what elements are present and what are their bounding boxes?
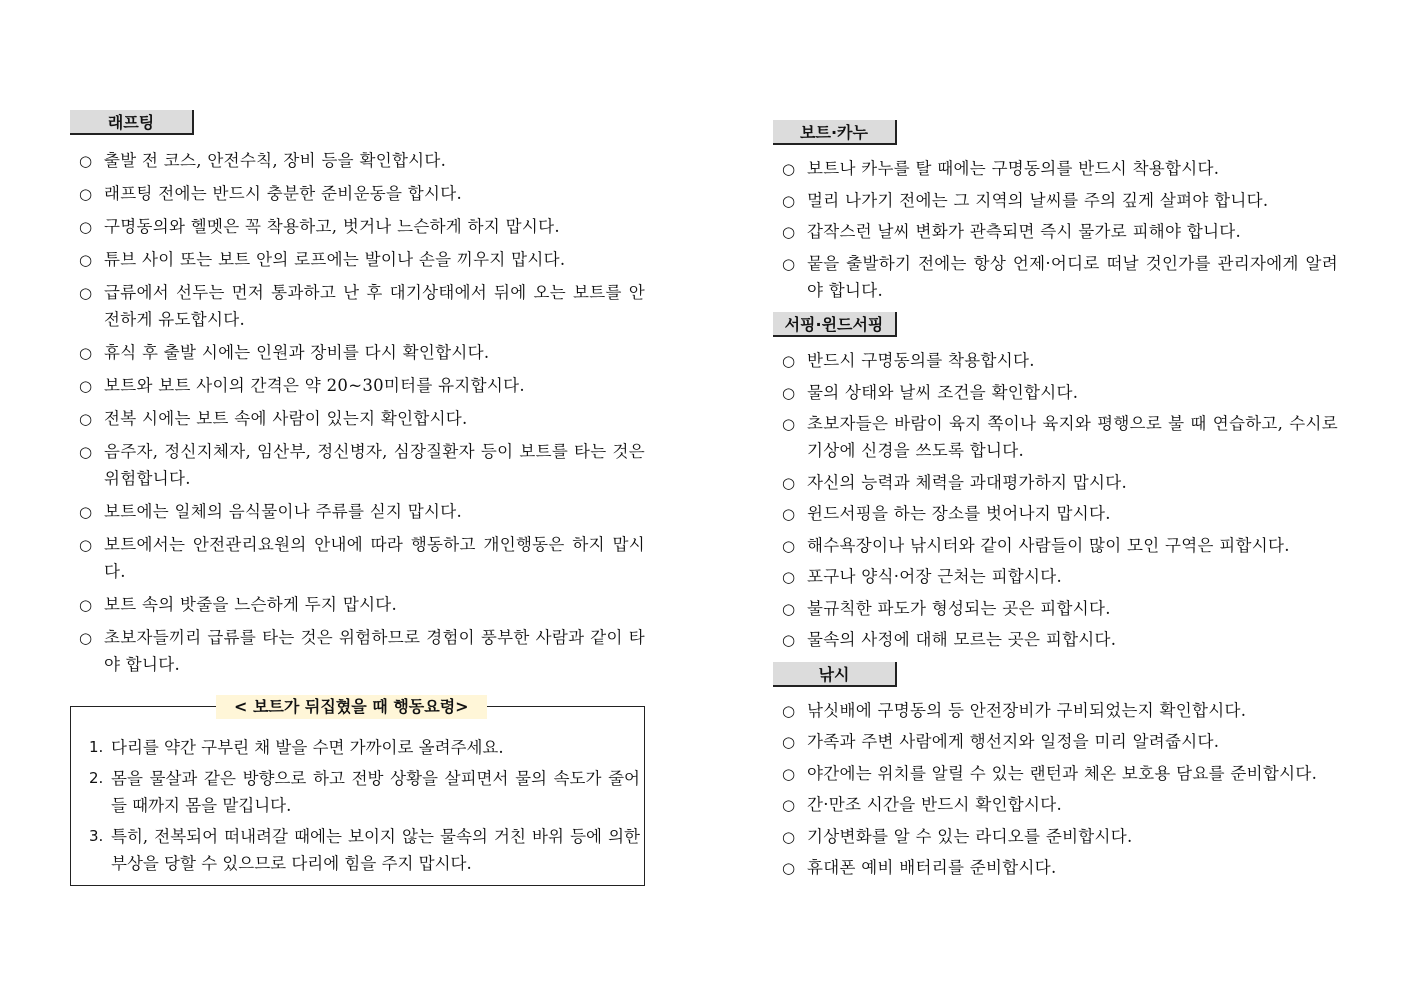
list-item-text: 보트 속의 밧줄을 느슨하게 두지 맙시다.	[104, 595, 398, 614]
fishing-section-title: 낚시	[773, 662, 897, 687]
list-item	[70, 246, 645, 273]
circle-bullet-icon: ○	[782, 599, 796, 618]
circle-bullet-icon: ○	[79, 629, 93, 647]
list-item-text: 물의 상태와 날씨 조건을 확인합시다.	[807, 382, 1079, 402]
capsize-step	[89, 765, 640, 819]
list-item	[773, 410, 1338, 464]
list-item-text: 자신의 능력과 체력을 과대평가하지 맙시다.	[807, 472, 1128, 492]
list-item	[773, 791, 1338, 818]
list-item-text: 보트와 보트 사이의 간격은 약 20~30미터를 유지합시다.	[104, 376, 525, 395]
rafting-list	[70, 147, 645, 678]
step-number: 1.	[89, 738, 104, 756]
left-column	[70, 110, 645, 684]
boat-canoe-section-title: 보트·카누	[773, 120, 897, 145]
boat-canoe-list	[773, 155, 1338, 304]
list-item-text: 야간에는 위치를 알릴 수 있는 랜턴과 체온 보호용 담요를 준비합시다.	[807, 763, 1318, 783]
list-item-text: 래프팅 전에는 반드시 충분한 준비운동을 합시다.	[104, 184, 463, 203]
capsize-step	[89, 734, 640, 761]
list-item	[773, 347, 1338, 374]
circle-bullet-icon: ○	[782, 160, 796, 178]
list-item-text: 물속의 사정에 대해 모르는 곳은 피합시다.	[807, 630, 1117, 649]
list-item-text: 멀리 나가기 전에는 그 지역의 날씨를 주의 깊게 살펴야 합니다.	[807, 190, 1269, 210]
list-item-text: 간·만조 시간을 반드시 확인합시다.	[807, 795, 1063, 814]
circle-bullet-icon: ○	[782, 827, 796, 846]
list-item	[773, 155, 1338, 182]
list-item-text: 뭍을 출발하기 전에는 항상 언제·어디로 떠날 것인가를 관리자에게 알려야 합니다.	[807, 253, 1338, 300]
list-item	[773, 532, 1338, 559]
list-item-text: 반드시 구명동의를 착용합시다.	[807, 351, 1035, 370]
list-item	[70, 438, 645, 492]
capsize-guide-title: < 보트가 뒤집혔을 때 행동요령>	[216, 695, 487, 719]
circle-bullet-icon: ○	[79, 284, 93, 302]
circle-bullet-icon: ○	[782, 568, 796, 586]
fishing-list	[773, 697, 1338, 882]
list-item	[773, 697, 1338, 724]
list-item	[773, 500, 1338, 527]
step-text: 특히, 전복되어 떠내려갈 때에는 보이지 않는 물속의 거친 바위 등에 의한 부상을 당할 수 있으므로 다리에 힘을 주지 맙시다.	[111, 827, 640, 873]
circle-bullet-icon: ○	[782, 733, 796, 751]
circle-bullet-icon: ○	[79, 503, 93, 521]
list-item	[70, 624, 645, 678]
capsize-step	[89, 823, 640, 877]
circle-bullet-icon: ○	[782, 859, 796, 877]
list-item-text: 구명동의와 헬멧은 꼭 착용하고, 벗거나 느슨하게 하지 맙시다.	[104, 217, 560, 236]
list-item-text: 기상변화를 알 수 있는 라디오를 준비합시다.	[807, 826, 1133, 846]
circle-bullet-icon: ○	[782, 473, 796, 492]
list-item-text: 출발 전 코스, 안전수칙, 장비 등을 확인합시다.	[104, 151, 447, 170]
capsize-guide-box	[70, 697, 645, 886]
list-item	[773, 563, 1338, 590]
list-item-text: 보트나 카누를 탈 때에는 구명동의를 반드시 착용합시다.	[807, 159, 1220, 178]
circle-bullet-icon: ○	[782, 191, 796, 210]
circle-bullet-icon: ○	[782, 764, 796, 783]
list-item	[773, 469, 1338, 496]
list-item	[773, 218, 1338, 245]
circle-bullet-icon: ○	[782, 383, 796, 402]
circle-bullet-icon: ○	[782, 352, 796, 370]
list-item-text: 튜브 사이 또는 보트 안의 로프에는 발이나 손을 끼우지 맙시다.	[104, 250, 566, 269]
list-item	[773, 626, 1338, 653]
list-item-text: 휴대폰 예비 배터리를 준비합시다.	[807, 858, 1057, 877]
step-text: 다리를 약간 구부린 채 발을 수면 가까이로 올려주세요.	[111, 738, 504, 757]
circle-bullet-icon: ○	[782, 254, 796, 273]
circle-bullet-icon: ○	[79, 344, 93, 362]
list-item-text: 불규칙한 파도가 형성되는 곳은 피합시다.	[807, 598, 1111, 618]
circle-bullet-icon: ○	[79, 152, 93, 170]
list-item	[70, 498, 645, 525]
list-item-text: 급류에서 선두는 먼저 통과하고 난 후 대기상태에서 뒤에 오는 보트를 안전하게 유도합시다.	[104, 283, 645, 329]
list-item	[773, 823, 1338, 850]
circle-bullet-icon: ○	[782, 536, 796, 555]
list-item	[70, 339, 645, 366]
circle-bullet-icon: ○	[782, 223, 796, 241]
surfing-section-title: 서핑·윈드서핑	[773, 312, 897, 337]
list-item-text: 보트에서는 안전관리요원의 안내에 따라 행동하고 개인행동은 하지 맙시다.	[104, 535, 645, 581]
step-text: 몸을 물살과 같은 방향으로 하고 전방 상황을 살피면서 물의 속도가 줄어들 때까지 몸을 맡깁니다.	[111, 769, 640, 815]
list-item	[70, 147, 645, 174]
step-number: 2.	[89, 769, 104, 787]
list-item	[773, 595, 1338, 622]
list-item-text: 전복 시에는 보트 속에 사람이 있는지 확인합시다.	[104, 409, 468, 428]
list-item	[773, 187, 1338, 214]
circle-bullet-icon: ○	[79, 536, 93, 554]
list-item	[773, 250, 1338, 304]
list-item-text: 갑작스런 날씨 변화가 관측되면 즉시 물가로 피해야 합니다.	[807, 222, 1242, 241]
circle-bullet-icon: ○	[79, 443, 93, 461]
circle-bullet-icon: ○	[782, 505, 796, 523]
list-item	[773, 760, 1338, 787]
list-item	[773, 379, 1338, 406]
circle-bullet-icon: ○	[79, 410, 93, 428]
circle-bullet-icon: ○	[782, 415, 796, 433]
list-item-text: 해수욕장이나 낚시터와 같이 사람들이 많이 모인 구역은 피합시다.	[807, 535, 1290, 555]
circle-bullet-icon: ○	[79, 185, 93, 203]
circle-bullet-icon: ○	[79, 218, 93, 236]
list-item-text: 초보자들끼리 급류를 타는 것은 위험하므로 경험이 풍부한 사람과 같이 타야 합니다.	[104, 628, 645, 674]
list-item-text: 윈드서핑을 하는 장소를 벗어나지 맙시다.	[807, 504, 1111, 523]
list-item	[773, 854, 1338, 881]
circle-bullet-icon: ○	[79, 251, 93, 269]
list-item	[70, 279, 645, 333]
surfing-list	[773, 347, 1338, 653]
step-number: 3.	[89, 827, 104, 845]
list-item	[70, 213, 645, 240]
circle-bullet-icon: ○	[79, 596, 93, 614]
list-item	[70, 531, 645, 585]
list-item-text: 휴식 후 출발 시에는 인원과 장비를 다시 확인합시다.	[104, 343, 490, 362]
circle-bullet-icon: ○	[782, 701, 796, 720]
list-item	[70, 180, 645, 207]
rafting-section-title: 래프팅	[70, 110, 194, 135]
list-item-text: 낚싯배에 구명동의 등 안전장비가 구비되었는지 확인합시다.	[807, 700, 1247, 720]
list-item-text: 초보자들은 바람이 육지 쪽이나 육지와 평행으로 불 때 연습하고, 수시로 기상에 신경을 쓰도록 합니다.	[807, 414, 1338, 460]
circle-bullet-icon: ○	[79, 377, 93, 395]
circle-bullet-icon: ○	[782, 796, 796, 814]
capsize-steps-list	[89, 734, 640, 881]
list-item	[70, 591, 645, 618]
list-item-text: 보트에는 일체의 음식물이나 주류를 싣지 맙시다.	[104, 502, 463, 521]
right-column	[773, 120, 1338, 886]
list-item-text: 음주자, 정신지체자, 임산부, 정신병자, 심장질환자 등이 보트를 타는 것은 위험합니다.	[104, 442, 645, 488]
list-item	[70, 405, 645, 432]
circle-bullet-icon: ○	[782, 631, 796, 649]
list-item	[70, 372, 645, 399]
list-item-text: 가족과 주변 사람에게 행선지와 일정을 미리 알려줍시다.	[807, 732, 1220, 751]
list-item-text: 포구나 양식·어장 근처는 피합시다.	[807, 567, 1063, 586]
list-item	[773, 728, 1338, 755]
